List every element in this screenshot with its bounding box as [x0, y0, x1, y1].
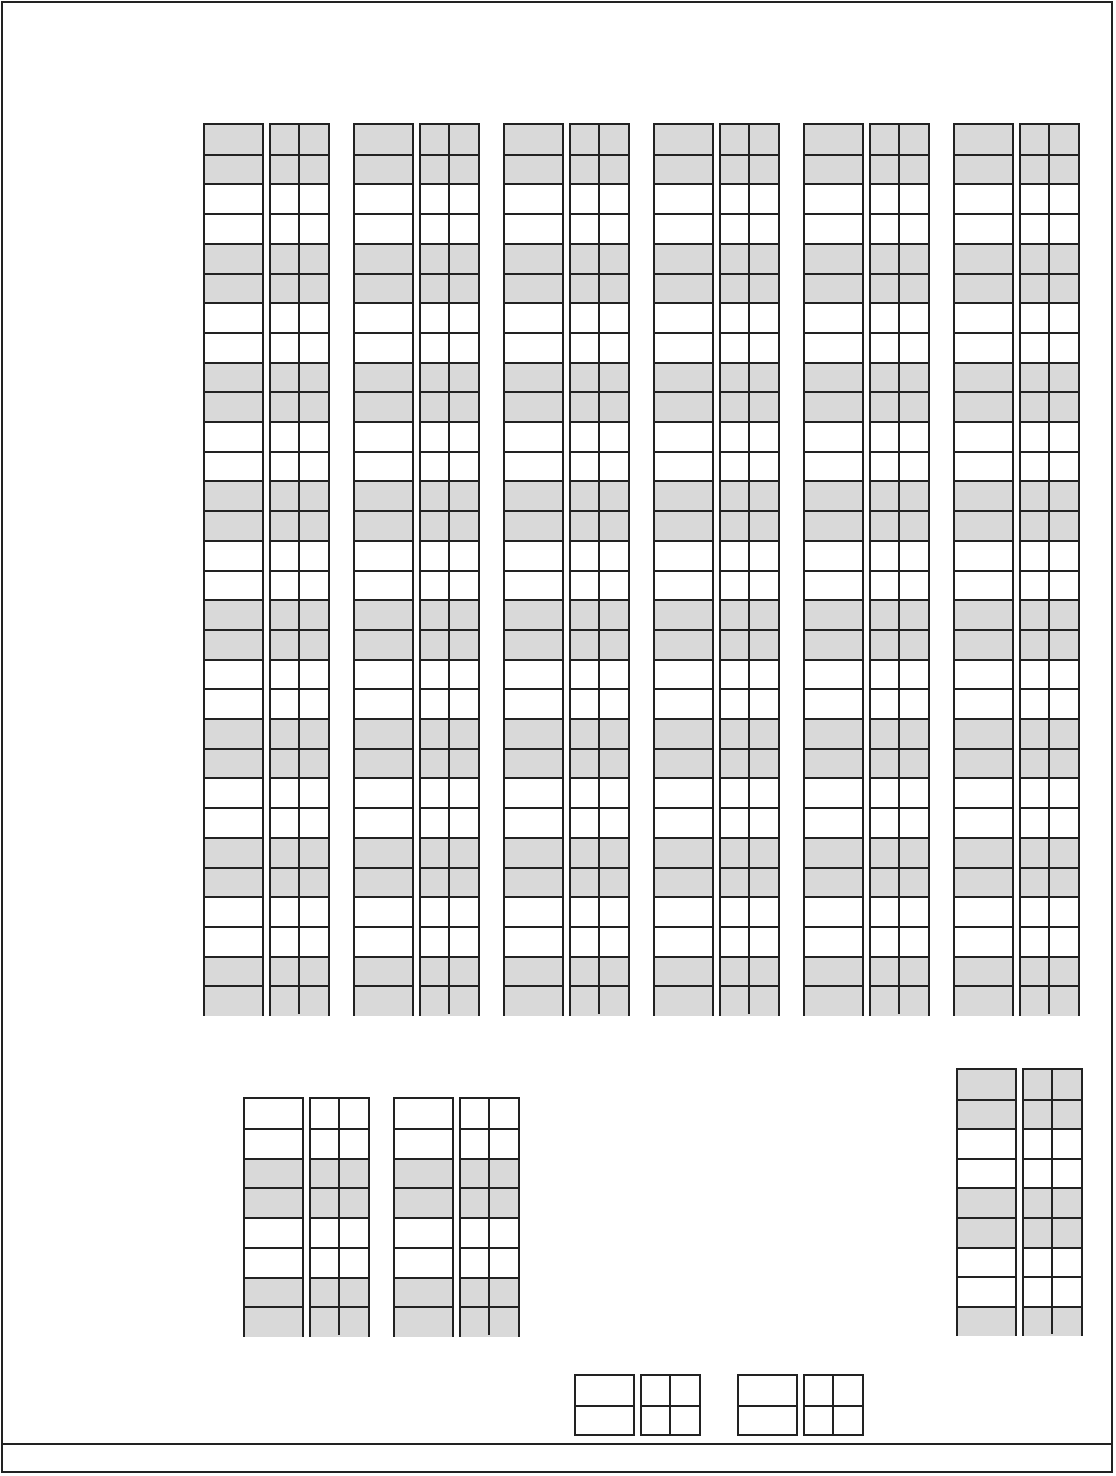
table-cell[interactable] — [505, 243, 562, 274]
table-cell[interactable] — [245, 1247, 302, 1278]
table-cell[interactable] — [655, 896, 712, 927]
table-cell[interactable] — [355, 391, 412, 422]
table-cell[interactable] — [958, 1276, 1015, 1307]
table-cell[interactable] — [505, 867, 562, 898]
table-cell[interactable] — [576, 1405, 633, 1436]
table-cell[interactable] — [355, 926, 412, 957]
table-cell[interactable] — [805, 421, 862, 452]
table-cell[interactable] — [205, 659, 262, 690]
table-cell[interactable] — [655, 213, 712, 244]
table-cell[interactable] — [955, 837, 1012, 868]
table-cell[interactable] — [505, 926, 562, 957]
column-divider — [298, 125, 300, 1014]
name-column — [737, 1374, 798, 1436]
table-cell[interactable] — [395, 1158, 452, 1189]
table-cell[interactable] — [655, 807, 712, 838]
table-cell[interactable] — [955, 480, 1012, 511]
value-column — [269, 123, 330, 1016]
table-cell[interactable] — [205, 956, 262, 987]
value-column — [719, 123, 780, 1016]
table-cell[interactable] — [805, 125, 862, 155]
table-cell[interactable] — [955, 243, 1012, 274]
table-cell[interactable] — [655, 302, 712, 333]
table-cell[interactable] — [955, 956, 1012, 987]
lower-right-grid-block — [956, 1068, 1084, 1334]
table-cell[interactable] — [395, 1099, 452, 1129]
table-cell[interactable] — [655, 956, 712, 987]
table-cell[interactable] — [205, 985, 262, 1016]
table-cell[interactable] — [205, 243, 262, 274]
table-cell[interactable] — [505, 777, 562, 808]
table-cell[interactable] — [505, 688, 562, 719]
table-cell[interactable] — [205, 391, 262, 422]
value-column — [803, 1374, 864, 1436]
table-cell[interactable] — [958, 1070, 1015, 1100]
name-column — [653, 123, 714, 1016]
table-cell[interactable] — [739, 1376, 796, 1406]
value-column — [309, 1097, 370, 1337]
name-column — [953, 123, 1014, 1016]
table-cell[interactable] — [355, 748, 412, 779]
table-cell[interactable] — [655, 391, 712, 422]
value-column — [869, 123, 930, 1016]
table-cell[interactable] — [655, 688, 712, 719]
table-cell[interactable] — [205, 154, 262, 185]
table-cell[interactable] — [355, 777, 412, 808]
table-cell[interactable] — [505, 362, 562, 393]
table-cell[interactable] — [955, 570, 1012, 601]
table-cell[interactable] — [805, 896, 862, 927]
table-cell[interactable] — [505, 451, 562, 482]
bottom-grid-block — [737, 1374, 865, 1434]
table-cell[interactable] — [805, 302, 862, 333]
table-cell[interactable] — [355, 213, 412, 244]
table-cell[interactable] — [739, 1405, 796, 1436]
table-cell[interactable] — [355, 125, 412, 155]
table-cell[interactable] — [958, 1158, 1015, 1189]
table-cell[interactable] — [655, 570, 712, 601]
table-cell[interactable] — [205, 332, 262, 363]
table-cell[interactable] — [955, 985, 1012, 1016]
table-cell[interactable] — [355, 807, 412, 838]
name-column — [956, 1068, 1017, 1336]
table-cell[interactable] — [355, 659, 412, 690]
column-divider — [748, 125, 750, 1014]
table-cell[interactable] — [805, 659, 862, 690]
column-divider — [832, 1376, 834, 1434]
top-grid-block — [953, 123, 1081, 1014]
table-cell[interactable] — [805, 332, 862, 363]
table-cell[interactable] — [355, 451, 412, 482]
column-divider — [669, 1376, 671, 1434]
value-column — [1019, 123, 1080, 1016]
table-cell[interactable] — [655, 837, 712, 868]
value-column — [459, 1097, 520, 1337]
table-cell[interactable] — [805, 570, 862, 601]
table-cell[interactable] — [205, 273, 262, 304]
table-cell[interactable] — [655, 718, 712, 749]
table-cell[interactable] — [205, 777, 262, 808]
table-cell[interactable] — [955, 688, 1012, 719]
table-cell[interactable] — [505, 956, 562, 987]
bottom-grid-block — [574, 1374, 702, 1434]
table-cell[interactable] — [205, 807, 262, 838]
table-cell[interactable] — [955, 896, 1012, 927]
table-cell[interactable] — [205, 451, 262, 482]
table-cell[interactable] — [245, 1277, 302, 1308]
lower-left-grid-block — [243, 1097, 371, 1335]
table-cell[interactable] — [655, 867, 712, 898]
table-cell[interactable] — [655, 599, 712, 630]
table-cell[interactable] — [355, 362, 412, 393]
table-cell[interactable] — [958, 1306, 1015, 1337]
table-cell[interactable] — [955, 362, 1012, 393]
table-cell[interactable] — [205, 896, 262, 927]
table-cell[interactable] — [805, 154, 862, 185]
table-cell[interactable] — [805, 807, 862, 838]
table-cell[interactable] — [805, 629, 862, 660]
column-divider — [598, 125, 600, 1014]
table-cell[interactable] — [505, 213, 562, 244]
table-cell[interactable] — [205, 125, 262, 155]
table-cell[interactable] — [245, 1306, 302, 1337]
table-cell[interactable] — [655, 125, 712, 155]
top-grid-block — [803, 123, 931, 1014]
value-column — [569, 123, 630, 1016]
table-cell[interactable] — [205, 510, 262, 541]
table-cell[interactable] — [505, 125, 562, 155]
table-cell[interactable] — [805, 748, 862, 779]
table-cell[interactable] — [245, 1099, 302, 1129]
table-cell[interactable] — [205, 748, 262, 779]
table-cell[interactable] — [505, 421, 562, 452]
table-cell[interactable] — [205, 183, 262, 214]
table-cell[interactable] — [355, 154, 412, 185]
table-cell[interactable] — [205, 599, 262, 630]
name-column — [353, 123, 414, 1016]
table-cell[interactable] — [955, 748, 1012, 779]
table-cell[interactable] — [245, 1128, 302, 1159]
table-cell[interactable] — [355, 540, 412, 571]
top-grid-block — [503, 123, 631, 1014]
table-cell[interactable] — [955, 867, 1012, 898]
table-cell[interactable] — [655, 985, 712, 1016]
table-cell[interactable] — [355, 332, 412, 363]
table-cell[interactable] — [395, 1277, 452, 1308]
table-cell[interactable] — [955, 510, 1012, 541]
table-cell[interactable] — [805, 391, 862, 422]
table-cell[interactable] — [655, 421, 712, 452]
value-column — [419, 123, 480, 1016]
table-cell[interactable] — [205, 570, 262, 601]
table-cell[interactable] — [805, 510, 862, 541]
column-divider — [448, 125, 450, 1014]
value-column — [640, 1374, 701, 1436]
table-cell[interactable] — [205, 213, 262, 244]
table-cell[interactable] — [805, 273, 862, 304]
table-cell[interactable] — [805, 243, 862, 274]
table-cell[interactable] — [245, 1187, 302, 1218]
table-cell[interactable] — [205, 540, 262, 571]
table-cell[interactable] — [958, 1187, 1015, 1218]
table-cell[interactable] — [958, 1128, 1015, 1159]
table-cell[interactable] — [505, 896, 562, 927]
table-cell[interactable] — [505, 837, 562, 868]
table-cell[interactable] — [955, 273, 1012, 304]
table-cell[interactable] — [505, 540, 562, 571]
table-cell[interactable] — [955, 213, 1012, 244]
table-cell[interactable] — [805, 540, 862, 571]
table-cell[interactable] — [955, 391, 1012, 422]
table-cell[interactable] — [245, 1158, 302, 1189]
table-cell[interactable] — [955, 599, 1012, 630]
table-cell[interactable] — [355, 480, 412, 511]
table-cell[interactable] — [655, 510, 712, 541]
table-cell[interactable] — [576, 1376, 633, 1406]
table-cell[interactable] — [955, 125, 1012, 155]
table-cell[interactable] — [958, 1099, 1015, 1130]
table-cell[interactable] — [805, 926, 862, 957]
table-cell[interactable] — [355, 570, 412, 601]
table-cell[interactable] — [655, 154, 712, 185]
table-cell[interactable] — [355, 183, 412, 214]
table-cell[interactable] — [955, 540, 1012, 571]
table-cell[interactable] — [205, 688, 262, 719]
table-cell[interactable] — [395, 1128, 452, 1159]
table-cell[interactable] — [805, 213, 862, 244]
table-cell[interactable] — [245, 1217, 302, 1248]
lower-left-grid-block — [393, 1097, 521, 1335]
table-cell[interactable] — [205, 362, 262, 393]
table-cell[interactable] — [955, 926, 1012, 957]
name-column — [503, 123, 564, 1016]
table-cell[interactable] — [655, 480, 712, 511]
footer-rule — [1, 1443, 1113, 1445]
table-cell[interactable] — [805, 688, 862, 719]
column-divider — [1051, 1070, 1053, 1334]
table-cell[interactable] — [505, 718, 562, 749]
name-column — [803, 123, 864, 1016]
table-cell[interactable] — [805, 837, 862, 868]
name-column — [243, 1097, 304, 1337]
table-cell[interactable] — [505, 599, 562, 630]
value-column — [1022, 1068, 1083, 1336]
table-cell[interactable] — [805, 362, 862, 393]
table-cell[interactable] — [355, 688, 412, 719]
table-cell[interactable] — [505, 154, 562, 185]
table-cell[interactable] — [205, 837, 262, 868]
table-cell[interactable] — [505, 570, 562, 601]
table-cell[interactable] — [505, 985, 562, 1016]
table-cell[interactable] — [655, 748, 712, 779]
table-cell[interactable] — [205, 867, 262, 898]
table-cell[interactable] — [395, 1187, 452, 1218]
table-cell[interactable] — [955, 183, 1012, 214]
column-divider — [338, 1099, 340, 1335]
top-grid-block — [203, 123, 331, 1014]
table-cell[interactable] — [655, 659, 712, 690]
table-cell[interactable] — [505, 302, 562, 333]
table-cell[interactable] — [955, 659, 1012, 690]
table-cell[interactable] — [505, 391, 562, 422]
name-column — [393, 1097, 454, 1337]
table-cell[interactable] — [955, 421, 1012, 452]
table-cell[interactable] — [958, 1217, 1015, 1248]
table-cell[interactable] — [805, 183, 862, 214]
table-cell[interactable] — [805, 867, 862, 898]
table-cell[interactable] — [505, 659, 562, 690]
table-cell[interactable] — [505, 748, 562, 779]
table-cell[interactable] — [805, 480, 862, 511]
table-cell[interactable] — [958, 1247, 1015, 1278]
table-cell[interactable] — [805, 599, 862, 630]
table-cell[interactable] — [805, 451, 862, 482]
table-cell[interactable] — [655, 451, 712, 482]
table-cell[interactable] — [355, 896, 412, 927]
table-cell[interactable] — [355, 956, 412, 987]
table-cell[interactable] — [805, 718, 862, 749]
table-cell[interactable] — [355, 273, 412, 304]
table-cell[interactable] — [205, 629, 262, 660]
table-cell[interactable] — [505, 273, 562, 304]
column-divider — [1048, 125, 1050, 1014]
table-cell[interactable] — [955, 451, 1012, 482]
table-cell[interactable] — [955, 777, 1012, 808]
table-cell[interactable] — [355, 421, 412, 452]
table-cell[interactable] — [955, 629, 1012, 660]
table-cell[interactable] — [205, 718, 262, 749]
table-cell[interactable] — [955, 332, 1012, 363]
table-cell[interactable] — [205, 302, 262, 333]
table-cell[interactable] — [395, 1306, 452, 1337]
top-grid-block — [653, 123, 781, 1014]
table-cell[interactable] — [355, 837, 412, 868]
table-cell[interactable] — [355, 243, 412, 274]
table-cell[interactable] — [355, 599, 412, 630]
table-cell[interactable] — [505, 510, 562, 541]
table-cell[interactable] — [955, 807, 1012, 838]
table-cell[interactable] — [955, 154, 1012, 185]
table-cell[interactable] — [355, 510, 412, 541]
table-cell[interactable] — [355, 985, 412, 1016]
table-cell[interactable] — [655, 332, 712, 363]
table-cell[interactable] — [655, 183, 712, 214]
top-grid-block — [353, 123, 481, 1014]
table-cell[interactable] — [655, 540, 712, 571]
table-cell[interactable] — [505, 480, 562, 511]
column-divider — [898, 125, 900, 1014]
table-cell[interactable] — [955, 302, 1012, 333]
table-cell[interactable] — [205, 421, 262, 452]
table-cell[interactable] — [355, 629, 412, 660]
table-cell[interactable] — [805, 777, 862, 808]
table-cell[interactable] — [655, 362, 712, 393]
column-divider — [488, 1099, 490, 1335]
table-cell[interactable] — [355, 718, 412, 749]
table-cell[interactable] — [395, 1217, 452, 1248]
table-cell[interactable] — [805, 985, 862, 1016]
name-column — [574, 1374, 635, 1436]
table-cell[interactable] — [205, 926, 262, 957]
table-cell[interactable] — [505, 807, 562, 838]
table-cell[interactable] — [355, 867, 412, 898]
table-cell[interactable] — [505, 629, 562, 660]
table-cell[interactable] — [955, 718, 1012, 749]
table-cell[interactable] — [655, 629, 712, 660]
table-cell[interactable] — [355, 302, 412, 333]
table-cell[interactable] — [505, 332, 562, 363]
table-cell[interactable] — [505, 183, 562, 214]
table-cell[interactable] — [205, 480, 262, 511]
table-cell[interactable] — [805, 956, 862, 987]
table-cell[interactable] — [655, 926, 712, 957]
table-cell[interactable] — [395, 1247, 452, 1278]
table-cell[interactable] — [655, 273, 712, 304]
table-cell[interactable] — [655, 777, 712, 808]
table-cell[interactable] — [655, 243, 712, 274]
name-column — [203, 123, 264, 1016]
